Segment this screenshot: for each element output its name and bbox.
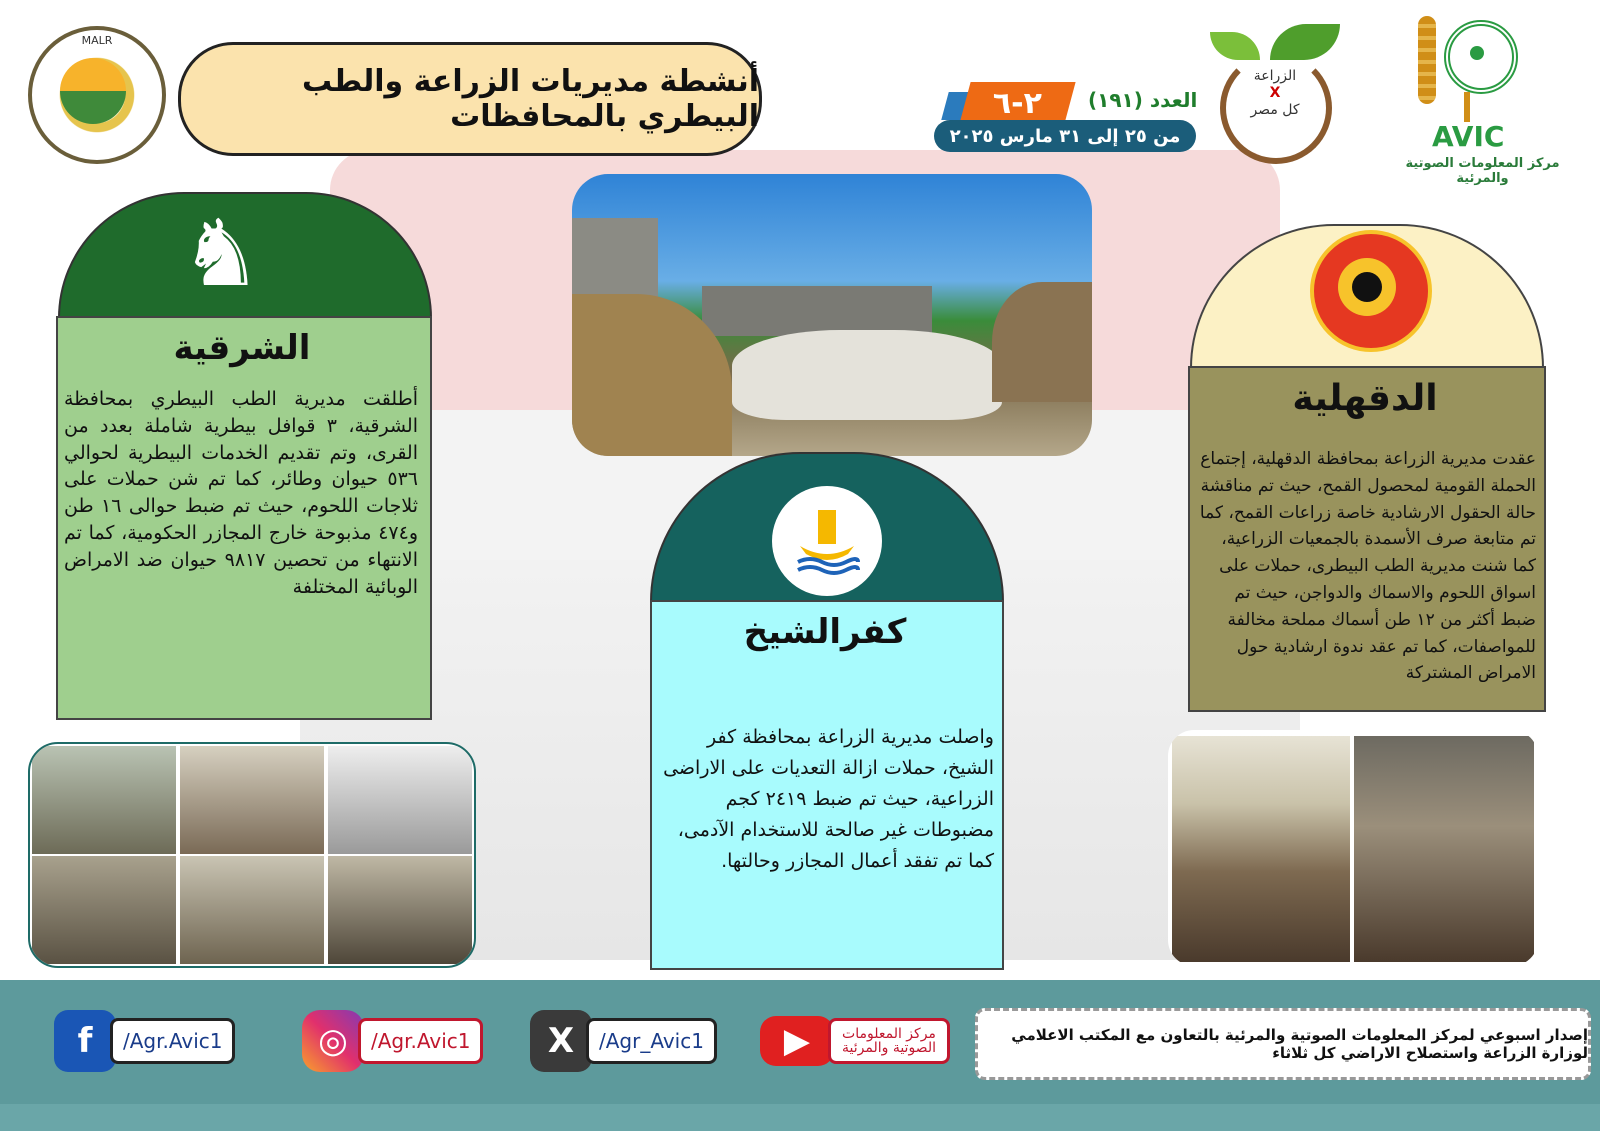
x-icon: X [530, 1010, 592, 1072]
facebook-handle[interactable]: /Agr.Avic1 [110, 1018, 235, 1064]
collage-photo [328, 856, 472, 964]
agri-logo-line2: كل مصر [1250, 102, 1300, 118]
avic-logo [1380, 8, 1585, 186]
malr-logo-emblem [60, 58, 126, 124]
issue-label: العدد (١٩١) [1088, 88, 1198, 112]
instagram-handle[interactable]: /Agr.Avic1 [358, 1018, 483, 1064]
broadcast-dot-icon [1470, 46, 1484, 60]
collage-photo [32, 746, 176, 854]
sharqia-title: الشرقية [173, 328, 311, 368]
instagram-icon: ◎ [302, 1010, 364, 1072]
dakahlia-text: عقدت مديرية الزراعة بمحافظة الدقهلية، إجتماع الحملة القومية لمحصول القمح، حيث تم مناقشة حالة الحقول الارشادية خاصة زراعات القمح، كما تم متابعة صرف الأسمدة بالجمعيات الزراعية، كما شنت مديرية الطب البيطرى، حملات على اسواق اللحوم والاسماك والدواجن، حيث تم ضبط أكثر من ١٢ طن أسماك مملحة مخالفة للمواصفات، كما تم عقد ندوة ارشادية حول الامراض المشتركة [1199, 449, 1536, 684]
x-handle[interactable]: /Agr_Avic1 [586, 1018, 717, 1064]
avic-name: AVIC [1432, 120, 1505, 153]
page-title-banner [178, 42, 762, 156]
footer-note-text: إصدار اسبوعي لمركز المعلومات الصوتية والمرئية بالتعاون مع المكتب الاعلامي لوزارة الزراعة واستصلاح الاراضي كل ثلاثاء [1011, 1026, 1588, 1062]
malr-logo-text: MALR [81, 34, 113, 47]
footer-note [975, 1008, 1591, 1080]
date-range: من ٢٥ إلى ٣١ مارس ٢٠٢٥ [949, 125, 1181, 147]
x-link[interactable] [530, 1008, 717, 1074]
youtube-label[interactable]: مركز المعلومات الصوتية والمرئية [828, 1018, 950, 1064]
sharqia-text: أطلقت مديرية الطب البيطري بمحافظة الشرقية، ٣ قوافل بيطرية شاملة بعدد من القرى، وتم تقديم الخدمات البيطرية لحوالي ٥٣٦ حيوان وطائر، كما تم شن حملات على ثلاجات اللحوم، حيث تم ضبط حوالى ١٦ طن و٤٧٤ مذبوحة خارج المجازر الحكومية، كما تم الانتهاء من تحصين ٩٨١٧ حيوان ضد الامراض الوبائية المختلفة [64, 388, 418, 598]
youtube-icon: ▶ [760, 1016, 834, 1066]
boat-icon [792, 506, 862, 576]
avic-subtitle: مركز المعلومات الصوتية والمرئية [1405, 156, 1560, 186]
youtube-link[interactable] [760, 1008, 950, 1074]
malr-logo [28, 26, 166, 164]
agri-logo-line1: الزراعة [1253, 68, 1297, 84]
wheat-icon [1418, 16, 1436, 104]
facebook-link[interactable] [54, 1008, 235, 1074]
collage-photo [180, 856, 324, 964]
agri-campaign-logo [1200, 22, 1350, 152]
kafr-elsheikh-title: كفرالشيخ [743, 612, 907, 652]
seal-center [1352, 272, 1382, 302]
issue-number-badge [959, 82, 1075, 124]
footer-strip [0, 1104, 1600, 1131]
sharqia-photo-collage [28, 742, 476, 968]
agri-logo-text [1230, 68, 1320, 119]
kafr-elsheikh-text: واصلت مديرية الزراعة بمحافظة كفر الشيخ، حملات ازالة التعديات على الاراضى الزراعية، حيث تم ضبط ٢٤١٩ كجم مضبوطات غير صالحة للاستخدام الآدمى، كما تم تفقد أعمال المجازر وحالتها. [663, 726, 994, 872]
date-range-bar [934, 120, 1196, 152]
agri-logo-x: X [1269, 85, 1281, 101]
market-inspection-photo [1354, 736, 1534, 962]
collage-photo [180, 746, 324, 854]
collage-photo [328, 746, 472, 854]
page-title: أنشطة مديريات الزراعة والطب البيطري بالمحافظات [302, 64, 759, 134]
land-encroachment-removal-photo [572, 174, 1092, 456]
governorate-seal-icon [1310, 230, 1432, 352]
horse-icon: ♞ [180, 200, 263, 307]
instagram-link[interactable] [302, 1008, 483, 1074]
dakahlia-title: الدقهلية [1292, 378, 1438, 419]
meeting-photo [1172, 736, 1350, 962]
facebook-icon: f [54, 1010, 116, 1072]
photo-bricks [702, 286, 932, 336]
dakahlia-photo-collage [1168, 730, 1538, 966]
issue-number: ٢-٦ [992, 85, 1043, 121]
antenna-stem-icon [1464, 92, 1470, 122]
photo-rubble [732, 330, 1002, 420]
seal-inner [1338, 258, 1396, 316]
photo-hut [992, 282, 1092, 402]
collage-photo [32, 856, 176, 964]
